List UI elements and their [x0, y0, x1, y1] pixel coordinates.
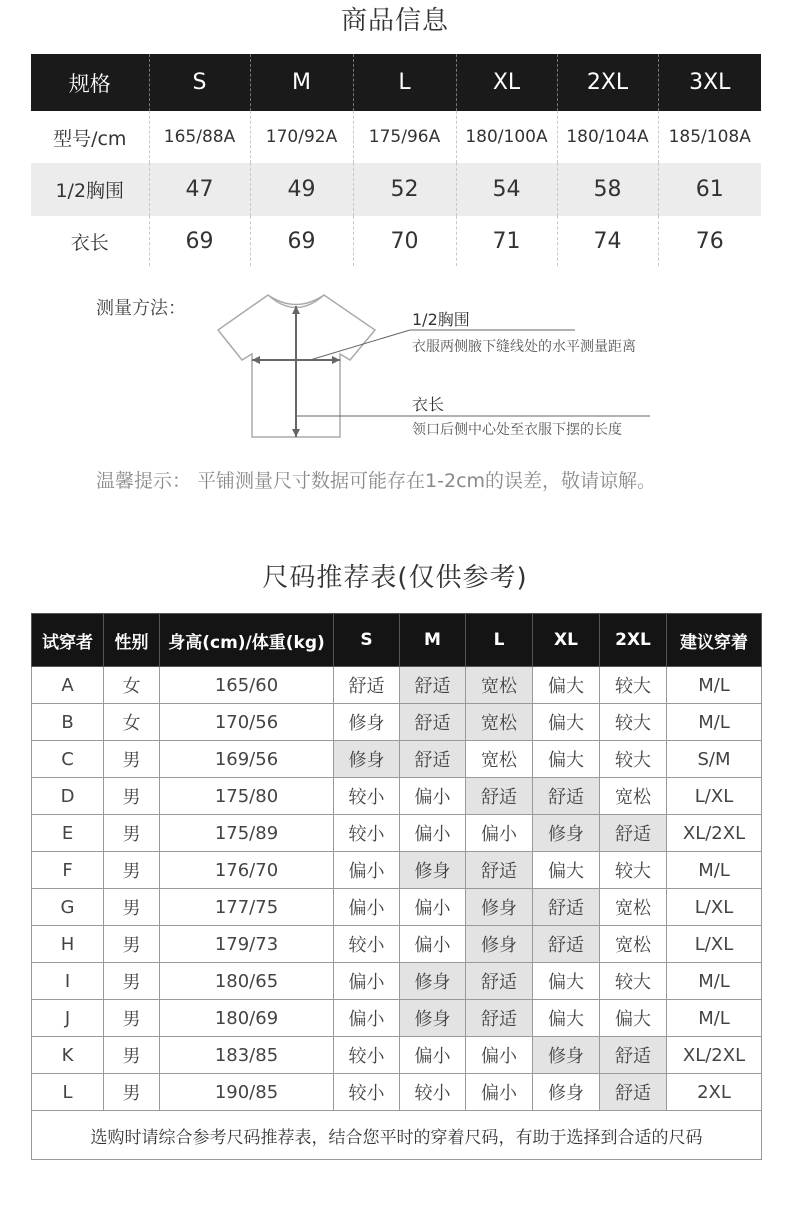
rec-cell: 较大 [600, 667, 667, 704]
measurement-tip: 温馨提示： 平铺测量尺寸数据可能存在1-2cm的误差，敬请谅解。 [96, 470, 657, 492]
rec-cell: 偏大 [533, 667, 600, 704]
rec-cell: 舒适 [466, 1000, 533, 1037]
rec-cell: S/M [667, 741, 762, 778]
spec-cell: 69 [149, 216, 250, 266]
rec-cell: M/L [667, 1000, 762, 1037]
rec-cell: 舒适 [600, 815, 667, 852]
spec-row-label: 1/2胸围 [31, 163, 149, 216]
rec-header-row [32, 614, 762, 667]
rec-section-title: 尺码推荐表(仅供参考) [262, 563, 528, 593]
spec-header-cell: 3XL [658, 54, 761, 111]
rec-cell: 177/75 [160, 889, 334, 926]
rec-cell: 较小 [334, 926, 400, 963]
rec-cell: 较小 [334, 815, 400, 852]
rec-cell: 修身 [533, 1037, 600, 1074]
spec-cell: 170/92A [250, 111, 353, 163]
rec-table-row [32, 1074, 762, 1111]
rec-cell: L/XL [667, 778, 762, 815]
rec-cell: K [32, 1037, 104, 1074]
rec-note-row [32, 1111, 762, 1160]
spec-cell: 185/108A [668, 127, 751, 147]
spec-table [31, 54, 761, 266]
rec-cell: 男 [104, 741, 160, 778]
rec-cell: 偏小 [334, 1000, 400, 1037]
chest-callout-desc: 衣服两侧腋下缝线处的水平测量距离 [412, 339, 636, 355]
rec-cell: 较大 [600, 963, 667, 1000]
rec-cell: M/L [667, 667, 762, 704]
rec-cell: 180/69 [160, 1000, 334, 1037]
rec-cell: 舒适 [400, 667, 466, 704]
rec-table-row [32, 889, 762, 926]
rec-header-cell: M [400, 614, 466, 667]
rec-cell: 女 [104, 667, 160, 704]
rec-cell: 偏小 [466, 1037, 533, 1074]
rec-cell: 舒适 [334, 667, 400, 704]
rec-cell: 183/85 [160, 1037, 334, 1074]
rec-header-cell: L [466, 614, 533, 667]
rec-cell: L/XL [667, 926, 762, 963]
spec-cell: 61 [658, 163, 761, 216]
spec-header-cell: S [149, 54, 250, 111]
rec-header-cell: 建议穿着 [667, 614, 762, 667]
rec-table-row [32, 704, 762, 741]
spec-cell: 49 [250, 163, 353, 216]
rec-header-cell: XL [533, 614, 600, 667]
rec-cell: 舒适 [533, 926, 600, 963]
rec-cell: 舒适 [600, 1074, 667, 1111]
rec-cell: 宽松 [466, 741, 533, 778]
rec-cell: 2XL [667, 1074, 762, 1111]
rec-cell: 修身 [400, 1000, 466, 1037]
spec-cell: 69 [250, 216, 353, 266]
rec-cell: XL/2XL [667, 815, 762, 852]
rec-cell: L/XL [667, 889, 762, 926]
rec-header-cell: 性别 [104, 614, 160, 667]
rec-table-row [32, 815, 762, 852]
spec-cell: 165/88A [149, 111, 250, 163]
rec-cell: 修身 [400, 852, 466, 889]
rec-cell: 宽松 [466, 704, 533, 741]
rec-cell: 较大 [600, 852, 667, 889]
rec-cell: 偏小 [334, 963, 400, 1000]
rec-cell: 较小 [334, 1074, 400, 1111]
rec-cell: 女 [104, 704, 160, 741]
spec-row-label: 衣长 [31, 216, 149, 266]
rec-cell: 男 [104, 815, 160, 852]
rec-header-cell: 试穿者 [32, 614, 104, 667]
rec-table-row [32, 963, 762, 1000]
rec-cell: 修身 [533, 815, 600, 852]
rec-cell: 修身 [400, 963, 466, 1000]
rec-cell: M/L [667, 704, 762, 741]
rec-cell: 偏大 [533, 852, 600, 889]
rec-cell: 男 [104, 889, 160, 926]
size-recommendation-table [31, 613, 762, 1160]
rec-cell: 舒适 [466, 778, 533, 815]
spec-cell: 47 [149, 163, 250, 216]
rec-cell: 偏小 [334, 889, 400, 926]
spec-header-cell: 规格 [31, 54, 149, 111]
rec-cell: 男 [104, 1037, 160, 1074]
rec-cell: 偏小 [400, 815, 466, 852]
rec-cell: 舒适 [400, 741, 466, 778]
spec-header-cell: M [250, 54, 353, 111]
rec-cell: 修身 [334, 741, 400, 778]
spec-header-row [31, 54, 761, 111]
rec-cell: 偏大 [533, 963, 600, 1000]
rec-cell: 舒适 [400, 704, 466, 741]
rec-cell: 舒适 [533, 889, 600, 926]
rec-cell: 179/73 [160, 926, 334, 963]
chest-callout-title: 1/2胸围 [412, 310, 470, 329]
rec-cell: 修身 [334, 704, 400, 741]
rec-header-cell: 2XL [600, 614, 667, 667]
rec-cell: 偏小 [400, 778, 466, 815]
rec-cell: 修身 [466, 889, 533, 926]
spec-model-row [31, 111, 761, 163]
rec-cell: 偏大 [600, 1000, 667, 1037]
rec-cell: 较小 [334, 1037, 400, 1074]
rec-cell: 165/60 [160, 667, 334, 704]
rec-note: 选购时请综合参考尺码推荐表，结合您平时的穿着尺码，有助于选择到合适的尺码 [32, 1111, 762, 1160]
spec-header-cell: XL [456, 54, 557, 111]
spec-header-cell: 2XL [557, 54, 658, 111]
spec-cell: 58 [557, 163, 658, 216]
rec-cell: 较大 [600, 704, 667, 741]
spec-cell: 180/104A [557, 111, 658, 163]
rec-cell: L [32, 1074, 104, 1111]
rec-cell: 偏小 [400, 889, 466, 926]
rec-cell: 男 [104, 852, 160, 889]
rec-cell: 舒适 [466, 852, 533, 889]
rec-table-row [32, 1000, 762, 1037]
rec-cell: D [32, 778, 104, 815]
rec-cell: 男 [104, 1074, 160, 1111]
rec-table-row [32, 1037, 762, 1074]
rec-cell: M/L [667, 963, 762, 1000]
rec-cell: 宽松 [600, 778, 667, 815]
spec-row-label: 型号/cm [31, 111, 149, 163]
rec-cell: 169/56 [160, 741, 334, 778]
rec-cell: 修身 [466, 926, 533, 963]
rec-header-cell: 身高(cm)/体重(kg) [160, 614, 334, 667]
rec-cell: 偏小 [334, 852, 400, 889]
rec-cell: 170/56 [160, 704, 334, 741]
rec-cell: 176/70 [160, 852, 334, 889]
rec-cell: 偏大 [533, 741, 600, 778]
rec-table-row [32, 778, 762, 815]
rec-cell: 偏小 [400, 1037, 466, 1074]
spec-section-title: 商品信息 [340, 6, 449, 36]
rec-table-row [32, 741, 762, 778]
spec-cell: 54 [456, 163, 557, 216]
rec-cell: 偏小 [400, 926, 466, 963]
rec-cell: H [32, 926, 104, 963]
rec-cell: 较小 [334, 778, 400, 815]
spec-cell: 74 [557, 216, 658, 266]
rec-cell: 舒适 [600, 1037, 667, 1074]
rec-cell: I [32, 963, 104, 1000]
rec-cell: 175/80 [160, 778, 334, 815]
rec-cell: 男 [104, 926, 160, 963]
rec-cell: 舒适 [533, 778, 600, 815]
spec-cell: 52 [353, 163, 456, 216]
rec-cell: 男 [104, 778, 160, 815]
spec-cell: 76 [695, 228, 724, 254]
spec-cell: 71 [456, 216, 557, 266]
spec-cell: 175/96A [353, 111, 456, 163]
rec-cell: 190/85 [160, 1074, 334, 1111]
rec-cell: G [32, 889, 104, 926]
rec-header-cell: S [334, 614, 400, 667]
rec-cell: XL/2XL [667, 1037, 762, 1074]
rec-cell: 宽松 [600, 926, 667, 963]
rec-cell: 男 [104, 1000, 160, 1037]
rec-table-row [32, 926, 762, 963]
rec-cell: 偏大 [533, 704, 600, 741]
rec-cell: J [32, 1000, 104, 1037]
rec-cell: 较大 [600, 741, 667, 778]
rec-cell: 修身 [533, 1074, 600, 1111]
rec-cell: 偏小 [466, 815, 533, 852]
rec-cell: 宽松 [466, 667, 533, 704]
spec-cell: 70 [353, 216, 456, 266]
rec-cell: E [32, 815, 104, 852]
spec-header-cell: L [353, 54, 456, 111]
length-callout-desc: 领口后侧中心处至衣服下摆的长度 [412, 422, 622, 438]
rec-cell: M/L [667, 852, 762, 889]
rec-cell: 较小 [400, 1074, 466, 1111]
rec-cell: 舒适 [466, 963, 533, 1000]
rec-cell: 180/65 [160, 963, 334, 1000]
spec-length-row [31, 216, 761, 266]
length-callout-title: 衣长 [412, 395, 445, 414]
rec-cell: 男 [104, 963, 160, 1000]
rec-cell: F [32, 852, 104, 889]
rec-cell: 宽松 [600, 889, 667, 926]
rec-cell: 175/89 [160, 815, 334, 852]
rec-table-row [32, 667, 762, 704]
rec-cell: 偏小 [466, 1074, 533, 1111]
rec-cell: A [32, 667, 104, 704]
rec-cell: 偏大 [533, 1000, 600, 1037]
spec-chest-row [31, 163, 761, 216]
rec-table-row [32, 852, 762, 889]
rec-cell: B [32, 704, 104, 741]
spec-cell: 180/100A [456, 111, 557, 163]
measure-label: 测量方法： [96, 298, 186, 319]
rec-cell: C [32, 741, 104, 778]
